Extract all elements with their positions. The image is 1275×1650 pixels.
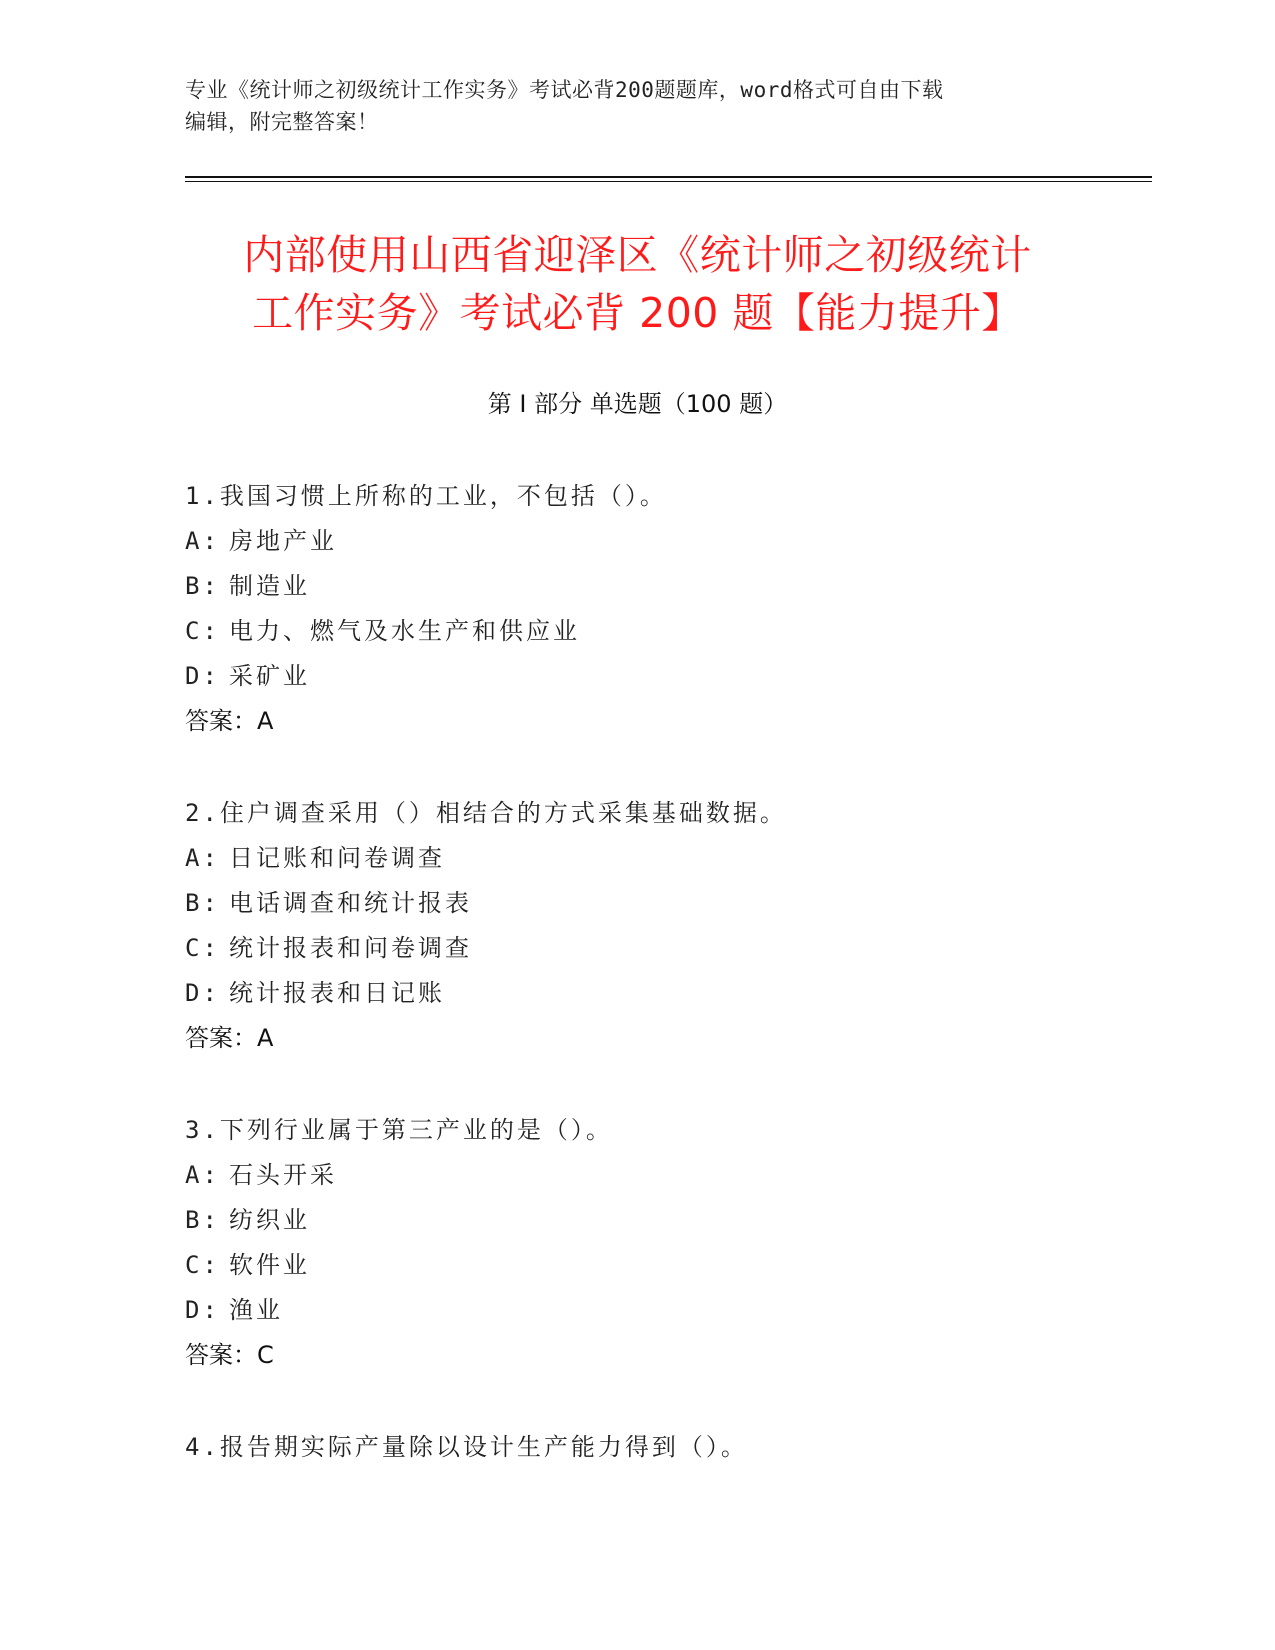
option-key: C: (185, 934, 220, 962)
document-title (150, 226, 1125, 342)
document-title-line-1: 内部使用山西省迎泽区《统计师之初级统计 (243, 231, 1032, 279)
option-key: A: (185, 1161, 220, 1189)
question-item (185, 1108, 1185, 1378)
answer-line: 答案：A (185, 1024, 274, 1052)
option-line (185, 1243, 1185, 1288)
question-item (185, 1425, 1185, 1470)
option-line (185, 926, 1185, 971)
question-list (185, 474, 1185, 1517)
option-key: A: (185, 844, 220, 872)
header-rule-thin (185, 181, 1152, 182)
option-line (185, 564, 1185, 609)
header-note-line-2: 编辑，附完整答案！ (185, 110, 379, 134)
answer-line: 答案：C (185, 1341, 274, 1369)
question-stem: 2.住户调查采用（）相结合的方式采集基础数据。 (185, 799, 787, 827)
option-line (185, 1288, 1185, 1333)
option-text: 石头开采 (229, 1161, 337, 1189)
option-key: C: (185, 1251, 220, 1279)
question-stem: 1.我国习惯上所称的工业，不包括（）。 (185, 482, 667, 510)
option-text: 制造业 (229, 572, 310, 600)
document-title-line-2: 工作实务》考试必背 200 题【能力提升】 (252, 289, 1023, 337)
question-stem: 4.报告期实际产量除以设计生产能力得到（）。 (185, 1433, 748, 1461)
question-item (185, 474, 1185, 744)
question-stem: 3.下列行业属于第三产业的是（）。 (185, 1116, 613, 1144)
option-text: 纺织业 (229, 1206, 310, 1234)
option-text: 统计报表和问卷调查 (229, 934, 472, 962)
header-note (185, 74, 1085, 138)
question-item (185, 791, 1185, 1061)
header-note-line-1: 专业《统计师之初级统计工作实务》考试必背200题题库，word格式可自由下载 (185, 78, 944, 102)
option-line (185, 519, 1185, 564)
option-line (185, 836, 1185, 881)
option-text: 统计报表和日记账 (229, 979, 445, 1007)
option-text: 渔业 (229, 1296, 283, 1324)
answer-line: 答案：A (185, 707, 274, 735)
option-key: D: (185, 979, 220, 1007)
option-key: D: (185, 662, 220, 690)
option-text: 采矿业 (229, 662, 310, 690)
option-line (185, 1198, 1185, 1243)
option-line (185, 1153, 1185, 1198)
option-key: A: (185, 527, 220, 555)
section-heading: 第 I 部分 单选题（100 题） (487, 390, 788, 418)
option-text: 房地产业 (229, 527, 337, 555)
option-line (185, 881, 1185, 926)
option-text: 日记账和问卷调查 (229, 844, 445, 872)
option-text: 软件业 (229, 1251, 310, 1279)
option-line (185, 654, 1185, 699)
header-rule-thick (185, 176, 1152, 178)
option-line (185, 609, 1185, 654)
option-text: 电话调查和统计报表 (229, 889, 472, 917)
option-key: B: (185, 572, 220, 600)
option-key: D: (185, 1296, 220, 1324)
option-key: C: (185, 617, 220, 645)
option-line (185, 971, 1185, 1016)
option-text: 电力、燃气及水生产和供应业 (229, 617, 580, 645)
option-key: B: (185, 889, 220, 917)
option-key: B: (185, 1206, 220, 1234)
